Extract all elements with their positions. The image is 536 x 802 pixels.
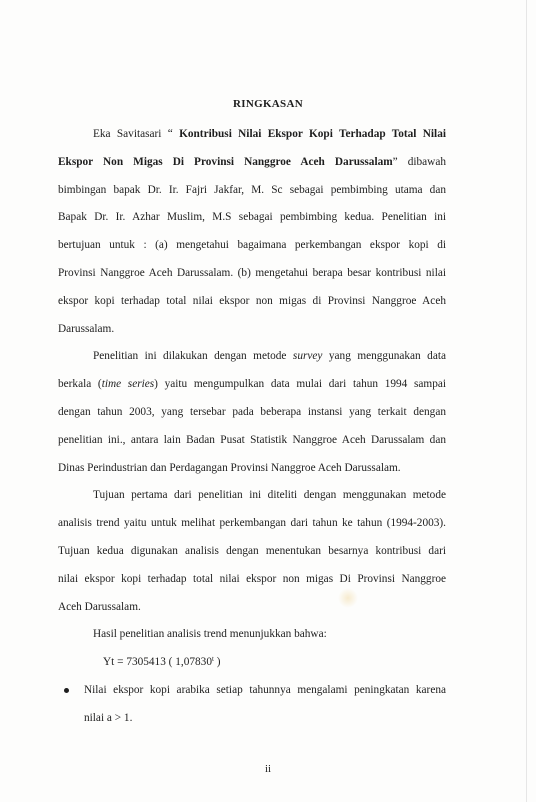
paragraph-1-line-2 bbox=[58, 154, 446, 182]
paragraph-1-line-7: ekspor kopi terhadap total nilai ekspor non migas di Provinsi Nanggroe Aceh bbox=[58, 294, 446, 307]
method-text-end: yang menggunakan data bbox=[322, 350, 446, 363]
paragraph-2-line-4: penelitian ini., antara lain Badan Pusat Statistik Nanggroe Aceh Darussalam dan bbox=[58, 433, 446, 446]
thesis-title-part-2: Ekspor Non Migas Di Provinsi Nanggroe Aceh Darussalam bbox=[58, 155, 393, 168]
bullet-dot-icon bbox=[64, 688, 69, 693]
scan-edge bbox=[526, 0, 527, 802]
paragraph-1-line-4: Bapak Dr. Ir. Azhar Muslim, M.S sebagai pembimbing kedua. Penelitian ini bbox=[58, 211, 446, 224]
paragraph-1-line-8: Darussalam. bbox=[58, 322, 115, 335]
paragraph-1-line-1 bbox=[58, 126, 446, 154]
periodic-text-end: ) yaitu mengumpulkan data mulai dari tahun 1994 sampai bbox=[154, 378, 446, 391]
paragraph-2-line-2 bbox=[58, 376, 446, 404]
thesis-title-part-1: Kontribusi Nilai Ekspor Kopi Terhadap Total Nilai bbox=[179, 128, 446, 140]
page-title: RINGKASAN bbox=[233, 98, 303, 110]
survey-term: survey bbox=[292, 350, 323, 363]
formula-exponent: t bbox=[211, 655, 214, 664]
paper-smudge bbox=[338, 588, 358, 608]
paragraph-3-line-4: nilai ekspor kopi terhadap total nilai ekspor non migas Di Provinsi Nanggroe bbox=[58, 572, 446, 585]
bullet-item bbox=[58, 682, 446, 710]
supervision-text: ” dibawah bbox=[392, 155, 446, 168]
formula-close: ) bbox=[213, 656, 221, 669]
paragraph-1-line-6: Provinsi Nanggroe Aceh Darussalam. (b) mengetahui berapa besar kontribusi nilai bbox=[58, 266, 446, 279]
paragraph-3-line-5: Aceh Darussalam. bbox=[58, 600, 141, 613]
periodic-text: berkala ( bbox=[58, 378, 102, 391]
paragraph-3-line-2: analisis trend yaitu untuk melihat perkembangan dari tahun ke tahun (1994-2003). bbox=[58, 517, 446, 530]
paragraph-1-line-3: bimbingan bapak Dr. Ir. Fajri Jakfar, M. Sc sebagai pembimbing utama dan bbox=[58, 183, 446, 196]
document-body bbox=[58, 126, 446, 738]
bullet-text-line-1: Nilai ekspor kopi arabika setiap tahunnya mengalami peningkatan karena bbox=[84, 683, 446, 696]
paragraph-2-line-1 bbox=[58, 348, 446, 376]
paragraph-3-line-3: Tujuan kedua digunakan analisis dengan menentukan besarnya kontribusi dari bbox=[58, 544, 446, 557]
bullet-item-continuation: nilai a > 1. bbox=[84, 711, 133, 724]
time-series-term: time series bbox=[101, 378, 155, 391]
formula-main: Yt = 7305413 ( 1,07830 bbox=[103, 656, 212, 669]
paragraph-1-line-5: bertujuan untuk : (a) mengetahui bagaimana perkembangan ekspor kopi di bbox=[58, 239, 446, 252]
paragraph-2-line-5: Dinas Perindustrian dan Perdagangan Provinsi Nanggroe Aceh Darussalam. bbox=[58, 461, 401, 474]
page-number: ii bbox=[264, 763, 272, 775]
trend-formula bbox=[58, 654, 446, 682]
method-text: Penelitian ini dilakukan dengan metode bbox=[93, 350, 293, 363]
paragraph-2-line-3: dengan tahun 2003, yang tersebar pada beberapa instansi yang terkait dengan bbox=[58, 405, 446, 418]
paragraph-4-line-1: Hasil penelitian analisis trend menunjukkan bahwa: bbox=[93, 628, 327, 641]
author-intro: Eka Savitasari “ bbox=[93, 128, 180, 140]
paragraph-3-line-1: Tujuan pertama dari penelitian ini diteliti dengan menggunakan metode bbox=[93, 489, 446, 502]
